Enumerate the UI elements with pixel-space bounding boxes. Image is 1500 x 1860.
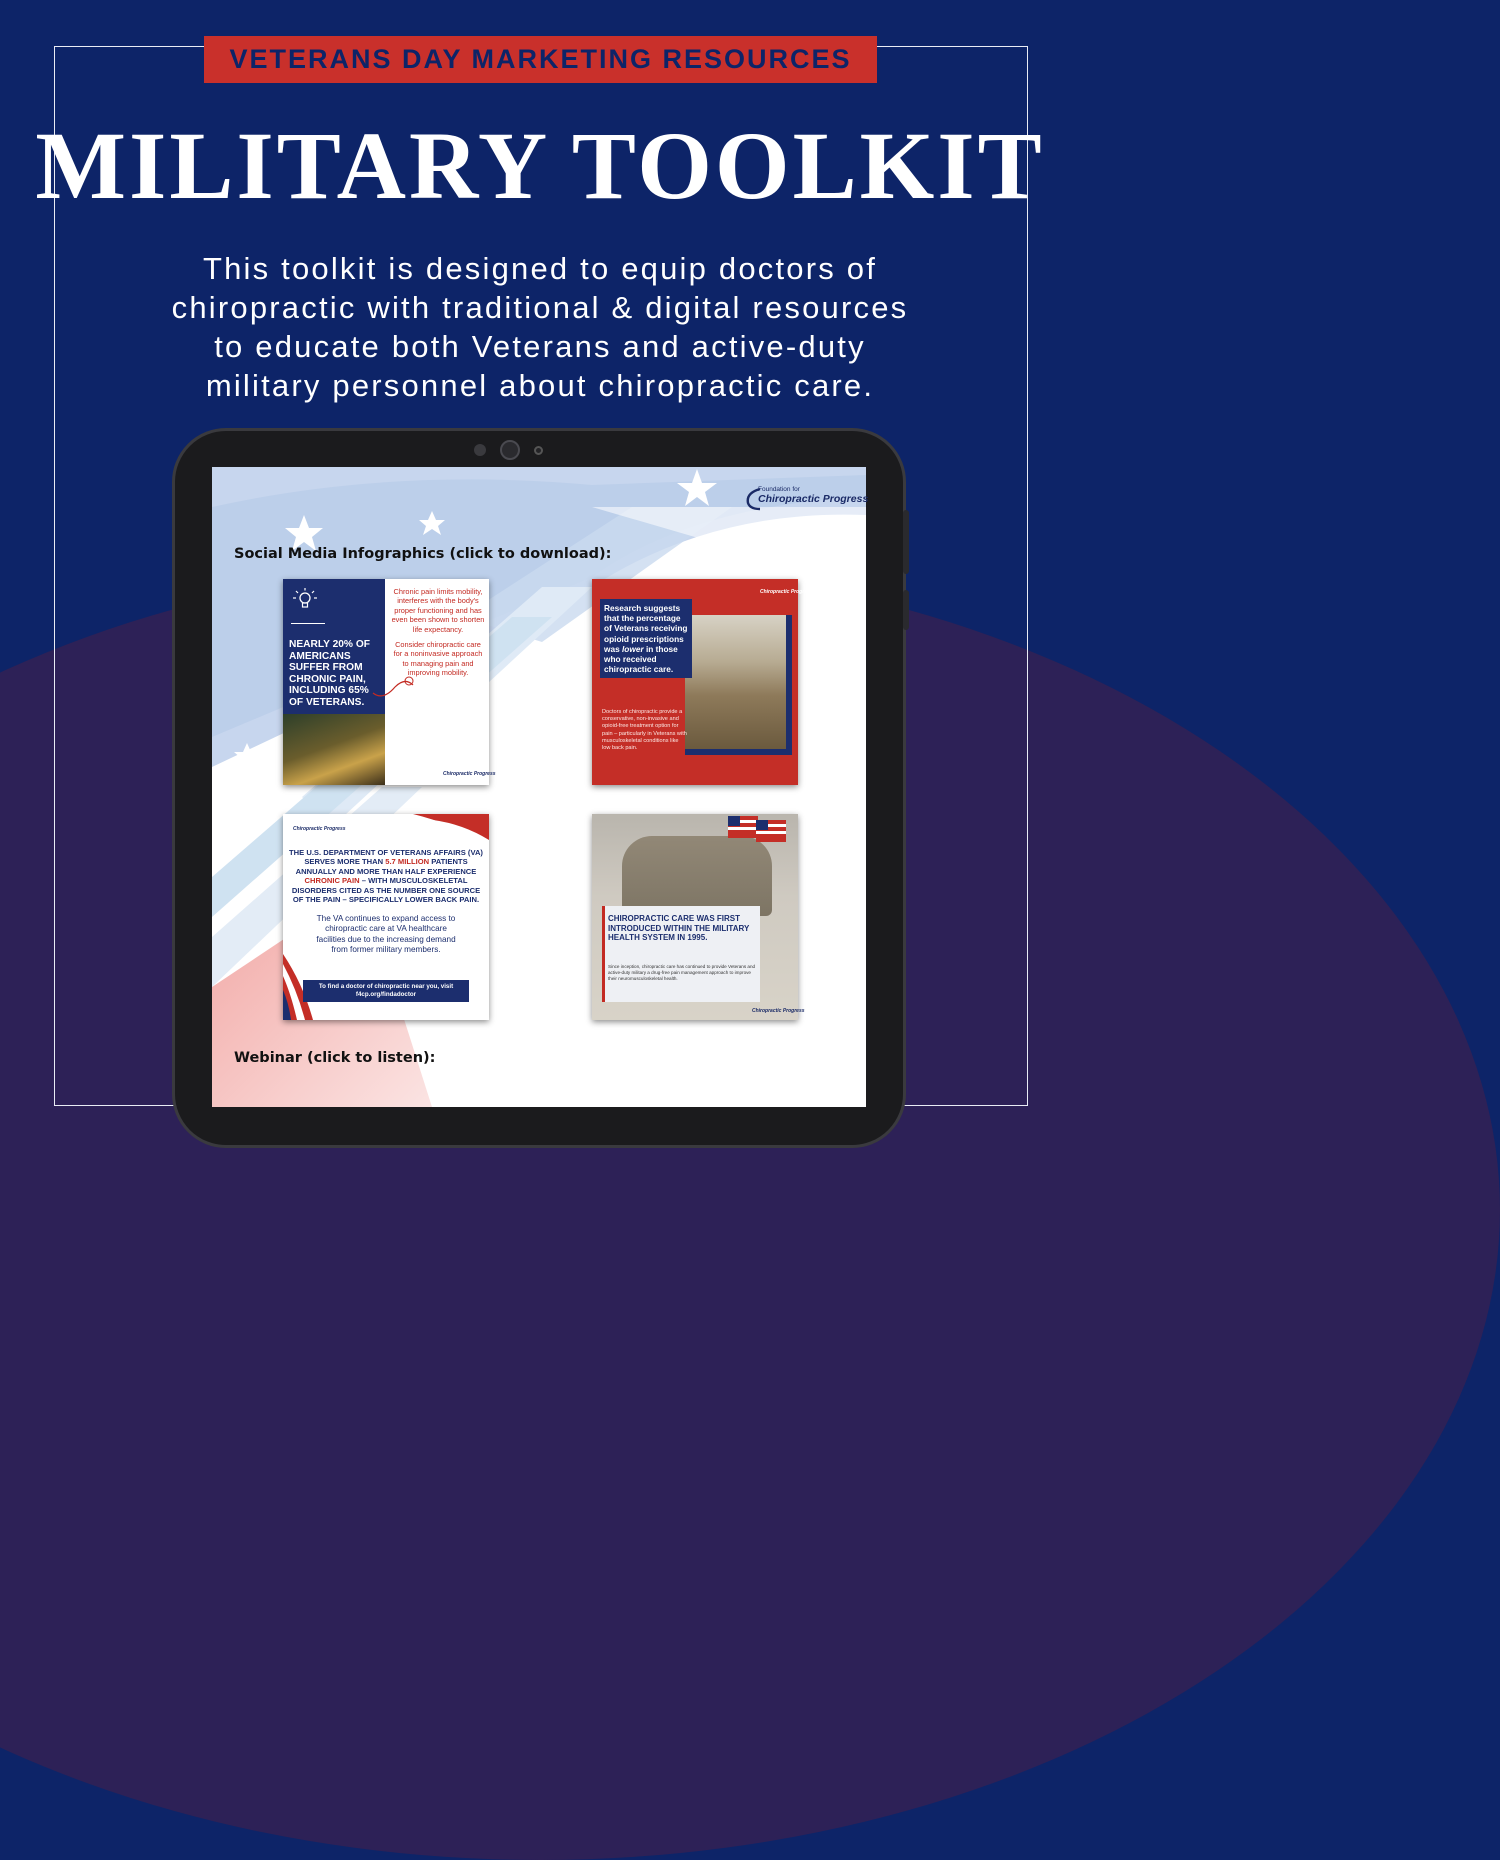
card-logo: Chiropractic Progress	[760, 589, 813, 595]
headline-part: Research suggests that the percentage of Veterans receiving opioid prescriptions was	[604, 603, 688, 654]
intro-line: This toolkit is designed to equip doctors of	[202, 251, 878, 286]
card-body: Doctors of chiropractic provide a conservative, non-invasive and opioid-free treatment option for pain – particularly in Veterans with musculoskeletal conditions like low back pain.	[602, 709, 687, 752]
headline-part: – WITH MUSCULOSKELETAL DISORDERS CITED AS THE NUMBER ONE SOURCE OF THE PAIN – SPECIFICALLY LOWER BACK PAIN.	[291, 876, 481, 905]
intro-line: chiropractic with traditional & digital resources	[171, 290, 909, 325]
tablet-camera-icon	[500, 440, 520, 460]
card-logo: Chiropractic Progress	[293, 826, 346, 832]
veteran-photo	[685, 615, 792, 755]
card-headline	[289, 848, 483, 904]
intro-line: to educate both Veterans and active-duty	[214, 329, 866, 364]
card-body-text: Consider chiropractic care for a noninvasive approach to managing pain and improving mobility.	[393, 640, 483, 678]
tablet-lens-icon	[534, 446, 543, 455]
tablet-side-button	[903, 510, 909, 574]
card-headline: CHIROPRACTIC CARE WAS FIRST INTRODUCED WITHIN THE MILITARY HEALTH SYSTEM IN 1995.	[608, 914, 750, 943]
infographic-card-military-health[interactable]	[592, 814, 805, 1020]
card-body: Since inception, chiropractic care has continued to provide Veterans and active-duty military a drug-free pain management approach to improve their neuromusculoskeletal health.	[608, 964, 756, 981]
tablet-sensor-icon	[474, 444, 486, 456]
card-divider	[291, 623, 325, 624]
logo-big-text: Chiropractic Progress	[758, 493, 869, 505]
infographic-card-chronic-pain[interactable]	[283, 579, 496, 785]
headline-red: 5.7 MILLION	[385, 857, 430, 867]
logo-small-text: Foundation for	[758, 486, 800, 493]
flag-icon	[728, 814, 792, 864]
flag-photo	[283, 714, 385, 785]
headline-red: CHRONIC PAIN	[304, 876, 360, 886]
card-logo: Chiropractic Progress	[443, 771, 496, 777]
card-body-text: Chronic pain limits mobility, interferes with the body's proper functioning and has even been shown to shorten life expectancy.	[391, 587, 485, 634]
f4cp-logo	[744, 481, 869, 517]
headline-part: PATIENTS ANNUALLY AND MORE THAN HALF EXPERIENCE	[295, 857, 477, 876]
lightbulb-icon	[293, 587, 317, 613]
tablet-side-button	[903, 590, 909, 630]
banner-label: VETERANS DAY MARKETING RESOURCES	[229, 44, 852, 74]
header-banner	[204, 36, 877, 83]
tablet-screen	[212, 467, 869, 1107]
card-body: The VA continues to expand access to chiropractic care at VA healthcare facilities due to the increasing demand from former military members.	[316, 914, 456, 955]
intro-line: military personnel about chiropractic care.	[205, 368, 875, 403]
card-logo: Chiropractic Progress	[752, 1008, 805, 1014]
infographic-card-opioid[interactable]	[592, 579, 813, 785]
arrow-icon	[371, 673, 417, 701]
headline-emphasis: lower	[622, 643, 644, 654]
headline-part: in those who received chiropractic care.	[604, 643, 678, 675]
card-headline	[600, 599, 692, 678]
webinar-heading: Webinar (click to listen):	[234, 1050, 436, 1066]
card-footer: To find a doctor of chiropractic near you, visit f4cp.org/findadoctor	[303, 980, 469, 1002]
headline-part: THE U.S. DEPARTMENT OF VETERANS AFFAIRS (VA) SERVES MORE THAN	[289, 848, 483, 867]
social-media-heading: Social Media Infographics (click to download):	[234, 546, 612, 562]
intro-text	[90, 249, 990, 405]
card-body	[391, 587, 485, 678]
page-title: MILITARY TOOLKIT	[35, 112, 1045, 219]
infographic-card-va[interactable]	[283, 814, 489, 1020]
card-headline: NEARLY 20% OF AMERICANS SUFFER FROM CHRONIC PAIN, INCLUDING 65% OF VETERANS.	[289, 639, 370, 708]
